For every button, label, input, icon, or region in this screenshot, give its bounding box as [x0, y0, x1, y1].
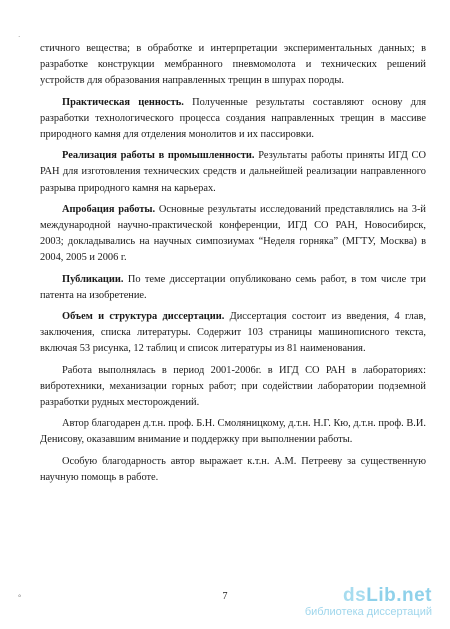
paragraph-text: Основные результаты исследований представлялись на 3-й международной научно-практической конференции, ИГД СО РАН, Новосибирск, 2003; докладывались на научных симпозиумах “Неделя горняка” (МГТУ, Москва) в 2004, 2005 и 2006 г.	[40, 203, 426, 264]
paragraph	[40, 272, 426, 304]
paragraph-heading: Апробация работы.	[62, 203, 156, 215]
paragraph	[40, 454, 426, 486]
paragraph-text: Работа выполнялась в период 2001-2006г. в ИГД СО РАН в лабораториях: вибротехники, механизации горных работ; при содействии лаборатории подземной разработки рудных месторождений.	[40, 364, 426, 409]
watermark-logo-rest: Lib.net	[366, 585, 432, 606]
body-text	[40, 41, 426, 491]
watermark-logo-prefix: ds	[343, 585, 367, 606]
paragraph-text: Автор благодарен д.т.н. проф. Б.Н. Смоляницкому, д.т.н. Н.Г. Кю, д.т.н. проф. В.И. Денисову, оказавшим внимание и поддержку при выполнении работы.	[40, 418, 426, 446]
paragraph-text: Полученные результаты составляют основу для разработки технологического процесса создания направленных трещин в массиве природного камня для отделения монолитов и их пассировки.	[40, 96, 426, 141]
paragraph-text: Диссертация состоит из введения, 4 глав, заключения, списка литературы. Содержит 103 страницы машинописного текста, включая 53 рисунка, 12 таблиц и список литературы из 81 наименования.	[40, 311, 426, 355]
paragraph-text: стичного вещества; в обработке и интерпретации экспериментальных данных; в разработке конструкции мембранного пневмомолота и технических решений устройств для образования направленных трещин в шпурах породы.	[40, 43, 426, 87]
paragraph	[40, 363, 426, 412]
paragraph	[40, 41, 426, 90]
watermark-subtitle: библиотека диссертаций	[304, 606, 432, 618]
scan-mark: ·	[18, 33, 21, 41]
paragraph-text: Результаты работы приняты ИГД СО РАН для изготовления технических средств и дальнейшей реализации направленного разрыва природного камня на карьерах.	[40, 150, 426, 194]
paragraph-text: По теме диссертации опубликовано семь работ, в том числе три патента на изобретение.	[40, 273, 426, 301]
watermark-logo	[343, 585, 432, 607]
paragraph-heading: Практическая ценность.	[62, 96, 184, 108]
paragraph-text: Особую благодарность автор выражает к.т.н. А.М. Петрееву за существенную научную помощь в работе.	[40, 455, 426, 483]
paragraph	[40, 202, 426, 267]
paragraph	[40, 309, 426, 358]
scan-mark: °	[18, 593, 22, 602]
paragraph-heading: Реализация работы в промышленности.	[62, 150, 255, 162]
paragraph	[40, 148, 426, 197]
paragraph	[40, 416, 426, 448]
paragraph-heading: Публикации.	[62, 273, 124, 285]
watermark[interactable]	[292, 585, 432, 619]
page-number: 7	[222, 591, 228, 602]
paragraph	[40, 95, 426, 144]
paragraph-heading: Объем и структура диссертации.	[62, 311, 225, 323]
